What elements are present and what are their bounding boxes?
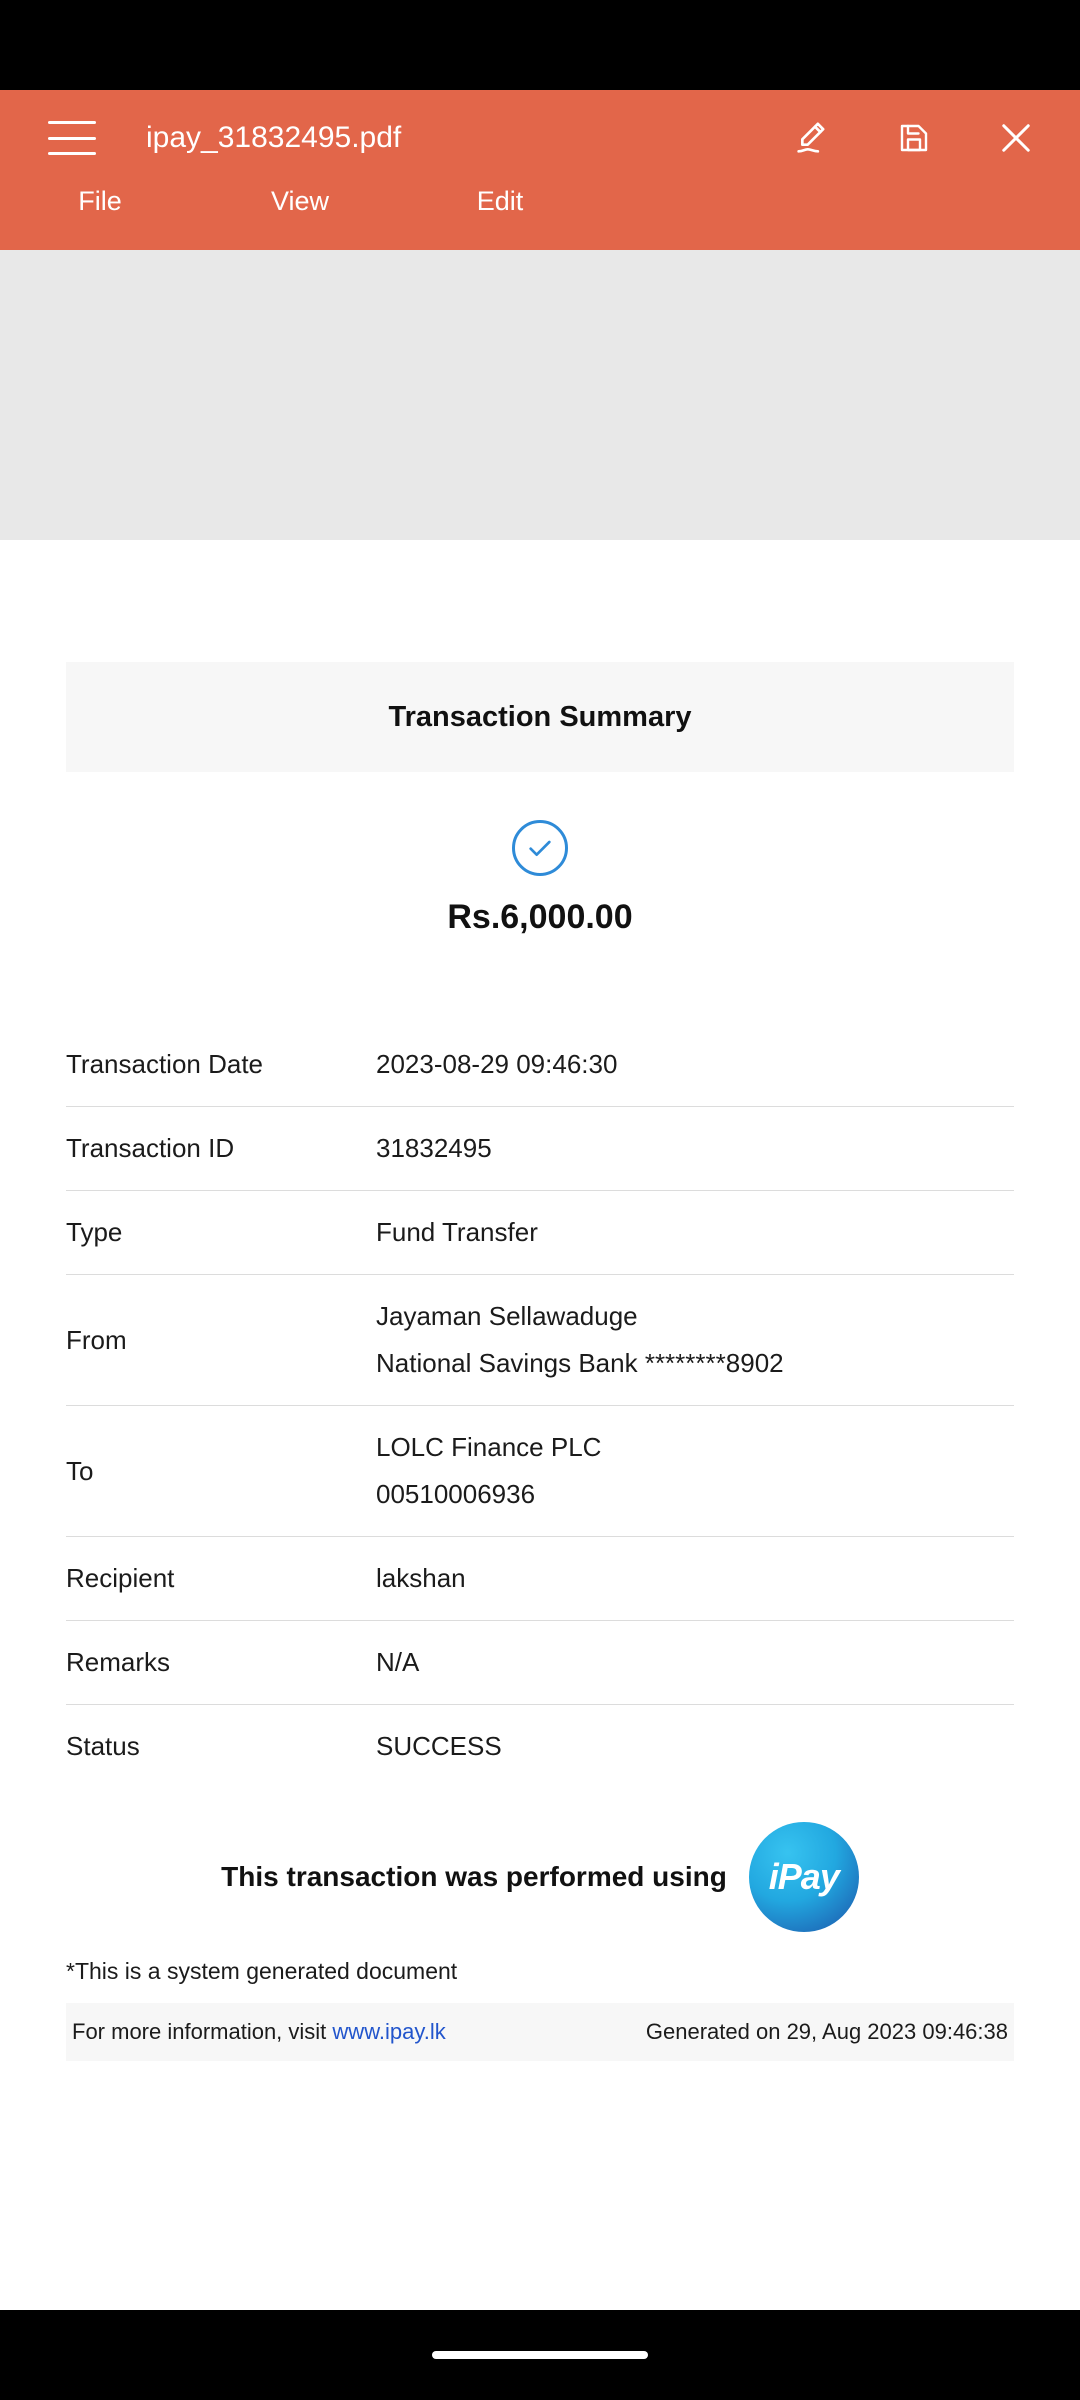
performed-using-text: This transaction was performed using (221, 1861, 727, 1892)
document-footer (66, 2003, 1014, 2061)
system-navigation-bar (0, 2310, 1080, 2400)
table-row (66, 1107, 1014, 1191)
row-value: 31832495 (376, 1133, 492, 1163)
row-label: Remarks (66, 1647, 171, 1677)
row-label: Status (66, 1731, 140, 1761)
table-row (66, 1705, 1014, 1789)
status-bar (0, 0, 1080, 90)
signature-pen-icon[interactable] (790, 116, 834, 160)
system-generated-note: *This is a system generated document (66, 1958, 458, 1984)
status-badge: SUCCESS (376, 1731, 502, 1761)
row-value: N/A (376, 1647, 420, 1677)
row-value-line2: 00510006936 (376, 1479, 536, 1509)
menu-item-edit[interactable]: Edit (476, 186, 524, 216)
app-bar-actions (790, 116, 1038, 160)
table-row (66, 1406, 1014, 1537)
hamburger-line (48, 152, 96, 155)
table-row (66, 1621, 1014, 1705)
row-value (376, 1406, 1014, 1537)
table-row (66, 1275, 1014, 1406)
table-row (66, 1191, 1014, 1275)
row-label: Transaction Date (66, 1049, 264, 1079)
row-label: Transaction ID (66, 1133, 235, 1163)
performed-using-row (66, 1822, 1014, 1932)
document-title: ipay_31832495.pdf (146, 121, 402, 154)
row-label: Type (66, 1217, 123, 1247)
row-label: From (66, 1324, 127, 1355)
hamburger-line (48, 137, 96, 140)
row-label: Recipient (66, 1563, 175, 1593)
row-label: To (66, 1455, 94, 1486)
pdf-page (0, 540, 1080, 2310)
transaction-amount: Rs.6,000.00 (447, 898, 633, 936)
document-content (66, 540, 1014, 2061)
row-value: 2023-08-29 09:46:30 (376, 1049, 618, 1079)
success-check-circle-icon (512, 820, 568, 876)
footer-generated-text: Generated on 29, Aug 2023 09:46:38 (645, 2019, 1008, 2044)
row-value-line1: Jayaman Sellawaduge (376, 1301, 638, 1331)
menu-item-file[interactable]: File (78, 186, 122, 216)
hamburger-menu-icon[interactable] (48, 121, 96, 155)
transaction-summary-header (66, 662, 1014, 772)
success-check-wrap (66, 820, 1014, 876)
row-value-line2: National Savings Bank ********8902 (376, 1348, 784, 1378)
table-row (66, 1537, 1014, 1621)
pdf-viewer-area[interactable] (0, 250, 1080, 2310)
row-value: Fund Transfer (376, 1217, 538, 1247)
row-value: lakshan (376, 1563, 466, 1593)
ipay-logo: iPay (749, 1822, 859, 1932)
menu-bar (0, 186, 1080, 250)
hamburger-line (48, 121, 96, 124)
app-bar-top-row (0, 90, 1080, 186)
transaction-details-table (66, 1023, 1014, 1788)
footer-info-text: For more information, visit (72, 2019, 327, 2044)
ipay-website-link[interactable]: www.ipay.lk (332, 2019, 446, 2044)
row-value-line1: LOLC Finance PLC (376, 1432, 602, 1462)
menu-item-view[interactable]: View (270, 186, 330, 216)
footer-info (72, 2019, 446, 2045)
page-title: Transaction Summary (388, 700, 692, 733)
close-x-icon[interactable] (994, 116, 1038, 160)
app-bar (0, 90, 1080, 250)
table-row (66, 1023, 1014, 1107)
save-disk-icon[interactable] (892, 116, 936, 160)
home-gesture-pill[interactable] (432, 2351, 648, 2359)
row-value (376, 1275, 1014, 1406)
